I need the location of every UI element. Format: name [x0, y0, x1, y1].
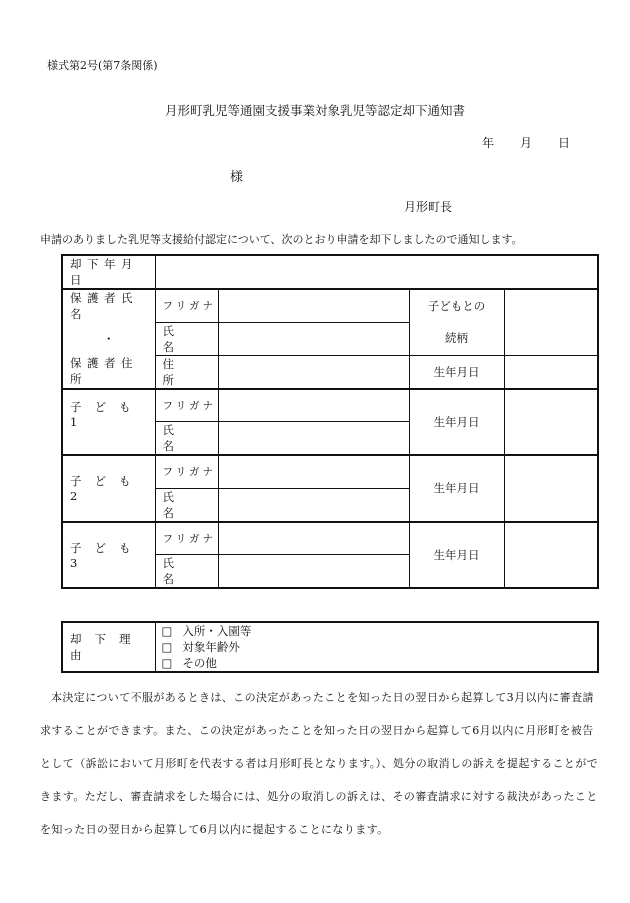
form-number: 様式第2号(第7条関係): [47, 59, 158, 72]
reason-option-label: その他: [182, 656, 217, 670]
child2-birthdate-value[interactable]: [504, 455, 598, 522]
child3-birthdate-value[interactable]: [504, 522, 598, 589]
child2-label: 子ども2: [62, 455, 155, 522]
guardian-name-label: 保護者氏名: [62, 289, 155, 322]
rejection-reason-options: [155, 622, 598, 672]
rejection-date-label: 却下年月日: [62, 255, 155, 289]
child2-name-value[interactable]: [218, 488, 409, 522]
guardian-address-field-label: 住 所: [155, 355, 218, 389]
application-table: [61, 254, 599, 589]
checkbox-icon[interactable]: □: [161, 656, 173, 670]
child3-birthdate-label: 生年月日: [409, 522, 504, 589]
checkbox-icon[interactable]: □: [161, 624, 173, 638]
child1-birthdate-value[interactable]: [504, 389, 598, 456]
guardian-separator: ・: [62, 322, 155, 355]
relation-label-2: 続柄: [409, 322, 504, 355]
child2-name-label: 氏 名: [155, 488, 218, 522]
child1-label: 子ども1: [62, 389, 155, 456]
reason-option-label: 入所・入園等: [182, 624, 252, 638]
addressee: 様: [230, 170, 244, 185]
child3-furigana-value[interactable]: [218, 522, 409, 555]
guardian-name-field-label: 氏 名: [155, 322, 218, 355]
appeal-notice: 本決定について不服があるときは、この決定があったことを知った日の翌日から起算して3月以内に審査請求することができます。また、この決定があったことを知った日の翌日から起算して6月以内に月形町を被告として（訴訟において月形町を代表する者は月形町長となります。）、処分の取消しの訴えを提起することができます。ただし、審査請求をした場合には、処分の取消しの訴えは、その審査請求に対する裁決があったことを知った日の翌日から起算して6月以内に提起することになります。: [40, 691, 599, 836]
child1-furigana-label: フリガナ: [155, 389, 218, 422]
guardian-furigana-label: フリガナ: [155, 289, 218, 322]
guardian-furigana-value[interactable]: [218, 289, 409, 322]
relation-value[interactable]: [504, 289, 598, 355]
date-line: [482, 134, 596, 151]
guardian-birthdate-value[interactable]: [504, 355, 598, 389]
checkbox-icon[interactable]: □: [161, 640, 173, 654]
rejection-reason-label: 却下理由: [62, 622, 155, 672]
child2-furigana-label: フリガナ: [155, 455, 218, 488]
child1-furigana-value[interactable]: [218, 389, 409, 422]
relation-label-1: 子どもとの: [409, 289, 504, 322]
rejection-date-value[interactable]: [155, 255, 598, 289]
child3-label: 子ども3: [62, 522, 155, 589]
date-year: 年: [482, 136, 495, 150]
reason-option-age[interactable]: [162, 639, 598, 655]
reason-option-label: 対象年齢外: [182, 640, 240, 654]
reason-option-other[interactable]: [162, 655, 598, 671]
guardian-address-value[interactable]: [218, 355, 409, 389]
guardian-birthdate-label: 生年月日: [409, 355, 504, 389]
date-day: 日: [558, 136, 571, 150]
rejection-reason-table: [61, 621, 599, 673]
child1-name-label: 氏 名: [155, 422, 218, 456]
date-month: 月: [520, 136, 533, 150]
child1-name-value[interactable]: [218, 422, 409, 456]
guardian-name-value[interactable]: [218, 322, 409, 355]
child1-birthdate-label: 生年月日: [409, 389, 504, 456]
intro-text: 申請のありました乳児等支援給付認定について、次のとおり申請を却下しましたので通知します。: [40, 233, 523, 246]
child3-name-label: 氏 名: [155, 555, 218, 589]
child2-birthdate-label: 生年月日: [409, 455, 504, 522]
child2-furigana-value[interactable]: [218, 455, 409, 488]
issuer: 月形町長: [404, 200, 453, 214]
document-title: 月形町乳児等通園支援事業対象乳児等認定却下通知書: [164, 103, 465, 118]
child3-furigana-label: フリガナ: [155, 522, 218, 555]
child3-name-value[interactable]: [218, 555, 409, 589]
guardian-address-label: 保護者住所: [62, 355, 155, 389]
reason-option-admission[interactable]: [162, 623, 598, 639]
